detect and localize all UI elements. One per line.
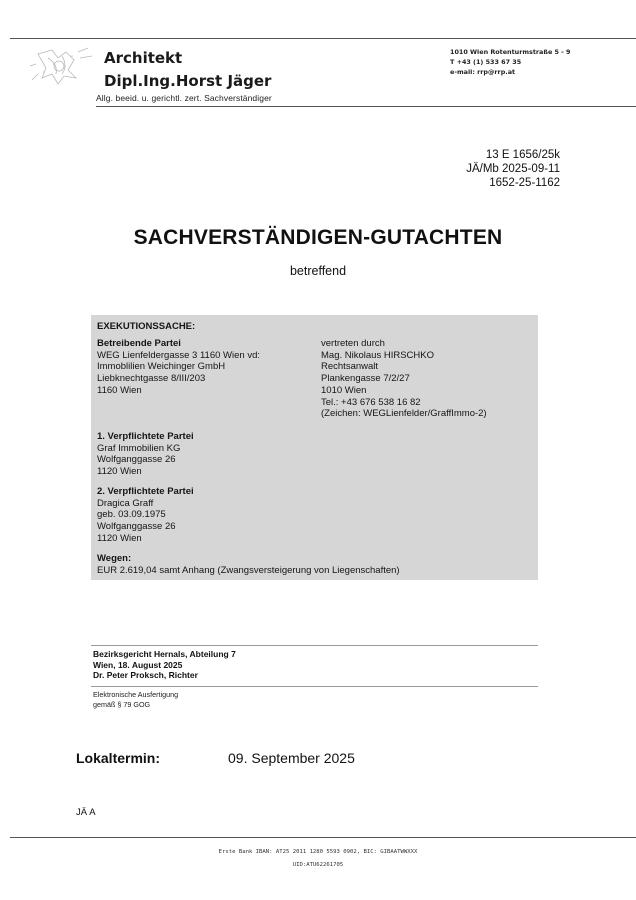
reason-label: Wegen: xyxy=(97,553,132,564)
court-bottom-rule xyxy=(91,686,538,687)
lokaltermin-label: Lokaltermin: xyxy=(76,750,161,766)
document-subtitle: betreffend xyxy=(289,264,347,278)
letterhead-subtitle: Allg. beeid. u. gerichtl. zert. Sachverständiger xyxy=(96,93,272,103)
architect-logo-icon xyxy=(28,44,100,88)
letterhead-name: Dipl.Ing.Horst Jäger xyxy=(104,72,272,90)
court-note xyxy=(93,690,178,709)
letterhead-phone: T +43 (1) 533 67 35 xyxy=(450,58,522,66)
court-top-rule xyxy=(91,645,538,646)
debtor2-label: 2. Verpflichtete Partei xyxy=(97,486,194,497)
debtor2-line: 1120 Wien xyxy=(97,532,142,544)
court-block xyxy=(93,649,236,681)
author-initials: JÄ A xyxy=(76,807,96,818)
representative-line: Rechtsanwalt xyxy=(321,361,379,373)
court-line: Wien, 18. August 2025 xyxy=(93,659,183,670)
lokaltermin-date: 09. September 2025 xyxy=(228,750,355,766)
case-heading xyxy=(97,321,195,333)
debtor1-block xyxy=(97,431,194,478)
creditor-label: Betreibende Partei xyxy=(97,338,181,349)
letterhead-email xyxy=(450,67,515,77)
debtor1-line: Wolfganggasse 26 xyxy=(97,454,176,466)
creditor-line: WEG Lienfeldergasse 3 1160 Wien vd: xyxy=(97,349,260,361)
creditor-line: Liebknechtgasse 8/III/203 xyxy=(97,373,206,385)
debtor2-block xyxy=(97,486,194,545)
court-note-line: gemäß § 79 GOG xyxy=(93,699,151,709)
representative-line: (Zeichen: WEGLienfelder/GraffImmo-2) xyxy=(321,408,487,420)
reason-block xyxy=(97,553,400,576)
header-bottom-rule xyxy=(96,106,636,107)
debtor2-line: Wolfganggasse 26 xyxy=(97,521,176,533)
letterhead-profession: Architekt xyxy=(104,49,183,67)
letterhead-email-text: e-mail: rrp@rrp.at xyxy=(450,68,516,76)
debtor2-line: Dragica Graff xyxy=(97,497,154,509)
reference-case-number: 13 E 1656/25k xyxy=(485,149,560,161)
representative-block xyxy=(321,338,487,420)
document-title: SACHVERSTÄNDIGEN-GUTACHTEN xyxy=(133,226,503,249)
debtor2-line: geb. 03.09.1975 xyxy=(97,509,166,521)
letterhead-address: 1010 Wien Rotenturmstraße 5 - 9 xyxy=(450,48,571,56)
debtor1-line: 1120 Wien xyxy=(97,466,142,478)
header-top-rule xyxy=(10,38,636,39)
case-heading-text: EXEKUTIONSSACHE: xyxy=(97,321,196,332)
representative-line: Plankengasse 7/2/27 xyxy=(321,373,410,385)
court-line: Dr. Peter Proksch, Richter xyxy=(93,670,198,680)
debtor1-line: Graf Immobilien KG xyxy=(97,442,181,454)
footer-rule xyxy=(10,837,636,838)
footer-uid: UID:ATU62261705 xyxy=(292,862,344,868)
court-note-line: Elektronische Ausfertigung xyxy=(93,690,179,699)
representative-line: Mag. Nikolaus HIRSCHKO xyxy=(321,349,434,361)
representative-line: Tel.: +43 676 538 16 82 xyxy=(321,396,421,408)
creditor-block xyxy=(97,338,260,397)
footer-bank: Erste Bank IBAN: AT25 2011 1280 5593 0902, BIC: GIBAATWWXXX xyxy=(218,849,418,855)
court-line: Bezirksgericht Hernals, Abteilung 7 xyxy=(93,649,236,659)
reference-internal: JÄ/Mb 2025-09-11 xyxy=(466,163,560,175)
representative-line: 1010 Wien xyxy=(321,384,367,396)
representative-line: vertreten durch xyxy=(321,338,385,349)
creditor-line: 1160 Wien xyxy=(97,384,142,396)
creditor-line: Immoblilien Weichinger GmbH xyxy=(97,361,226,373)
reference-file-number: 1652-25-1162 xyxy=(489,177,560,189)
reason-text: EUR 2.619,04 samt Anhang (Zwangsversteigerung von Liegenschaften) xyxy=(97,564,400,576)
debtor1-label: 1. Verpflichtete Partei xyxy=(97,431,194,442)
